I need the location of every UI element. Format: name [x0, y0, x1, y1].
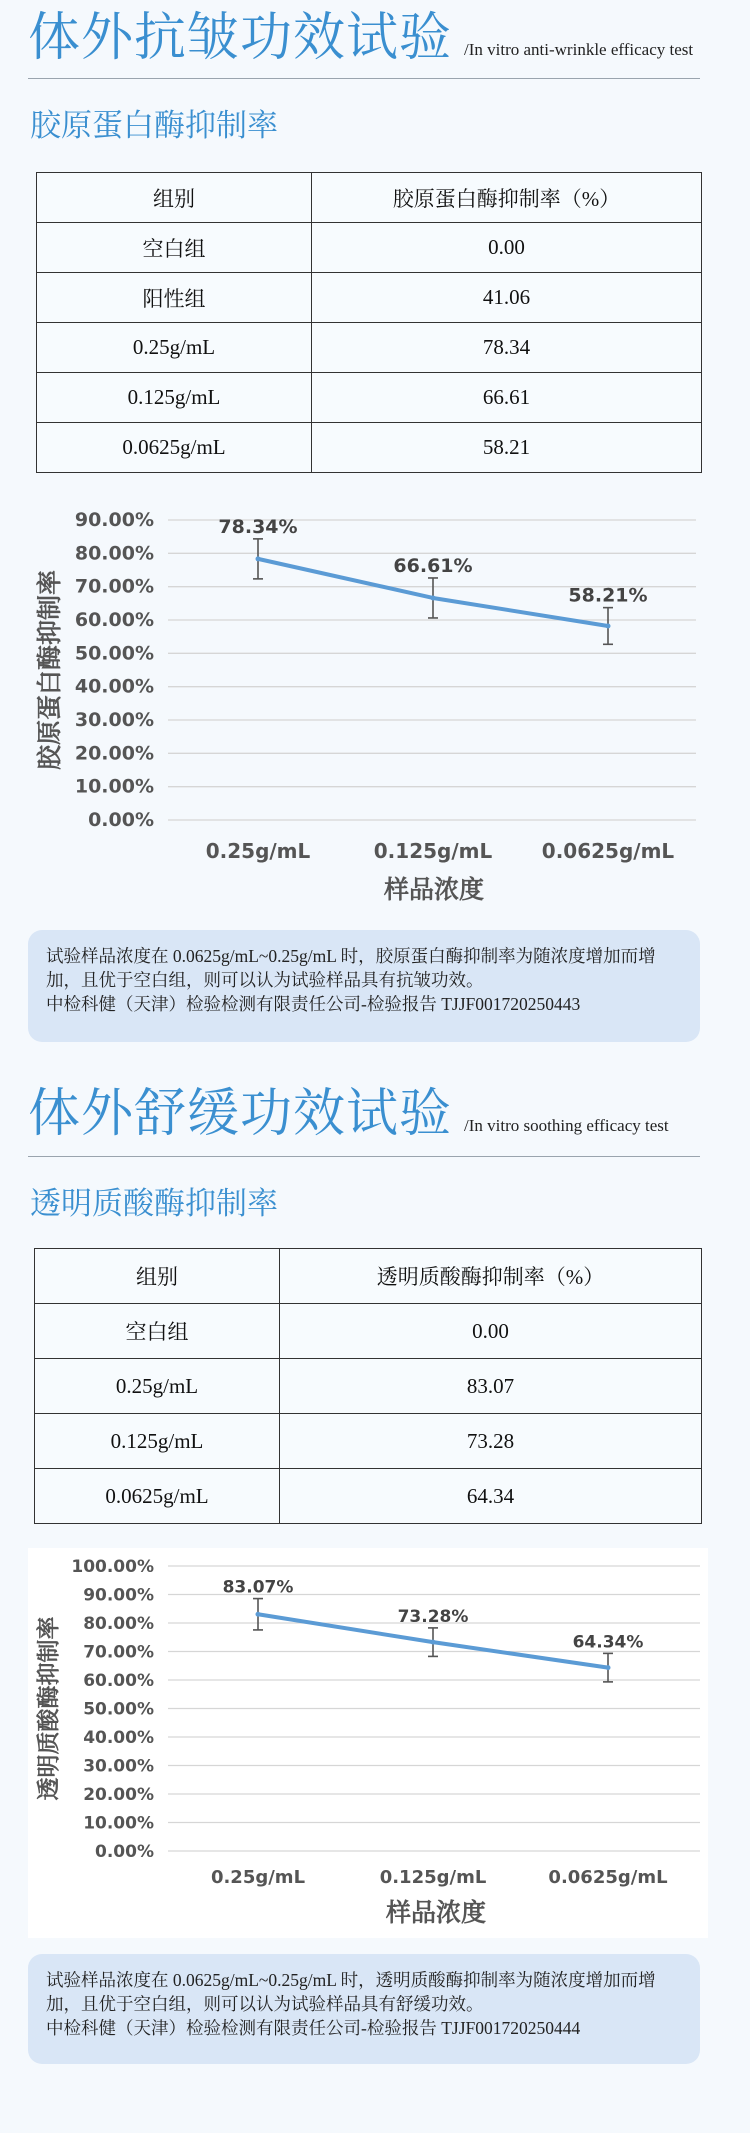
note-conclusion: 试验样品浓度在 0.0625g/mL~0.25g/mL 时，透明质酸酶抑制率为随浓度增加而增加，且优于空白组，则可以认为试验样品具有舒缓功效。 — [46, 1970, 656, 2014]
data-point — [606, 623, 611, 628]
y-axis-title: 透明质酸酶抑制率 — [36, 1616, 62, 1801]
table-cell: 41.06 — [312, 273, 702, 323]
y-tick-label: 70.00% — [74, 575, 154, 598]
table-row — [37, 223, 702, 273]
table-row — [35, 1359, 702, 1414]
y-tick-label: 20.00% — [74, 742, 154, 765]
y-tick-label: 40.00% — [74, 675, 154, 698]
y-tick-label: 60.00% — [74, 609, 154, 631]
table-row — [37, 423, 702, 473]
x-tick-label: 0.0625g/mL — [541, 839, 675, 863]
section2-subtitle-en: /In vitro soothing efficacy test — [464, 1116, 669, 1135]
table-row — [37, 323, 702, 373]
table-header-cell: 组别 — [35, 1249, 280, 1304]
y-tick-label: 80.00% — [74, 542, 154, 565]
table-row — [37, 273, 702, 323]
section2-header — [28, 1082, 700, 1146]
data-point — [606, 1665, 611, 1670]
collagenase-table — [36, 172, 702, 473]
data-label: 58.21% — [568, 584, 648, 607]
x-tick-label: 0.0625g/mL — [548, 1867, 668, 1888]
y-tick-label: 90.00% — [83, 1585, 154, 1606]
data-point — [431, 595, 436, 600]
note-conclusion: 试验样品浓度在 0.0625g/mL~0.25g/mL 时，胶原蛋白酶抑制率为随浓度增加而增加，且优于空白组，则可以认为试验样品具有抗皱功效。 — [46, 946, 656, 990]
table-cell: 83.07 — [280, 1359, 702, 1414]
collagenase-chart — [28, 490, 718, 910]
table-cell: 0.125g/mL — [35, 1414, 280, 1469]
hyaluronidase-chart — [28, 1548, 708, 1938]
y-tick-label: 60.00% — [83, 1671, 154, 1691]
data-label: 83.07% — [222, 1577, 294, 1598]
section1-divider — [28, 78, 700, 79]
section1-title: 体外抗皱功效试验 — [28, 8, 453, 68]
table-row — [35, 1414, 702, 1469]
table-header-cell: 组别 — [37, 173, 312, 223]
x-tick-label: 0.25g/mL — [205, 839, 311, 863]
table-row — [35, 1304, 702, 1359]
section2-divider — [28, 1156, 700, 1157]
section1-note — [28, 930, 700, 1042]
table-cell: 78.34 — [312, 323, 702, 373]
table-row — [37, 373, 702, 423]
section2-note — [28, 1954, 700, 2064]
y-tick-label: 0.00% — [88, 809, 154, 831]
table-header-cell: 胶原蛋白酶抑制率（%） — [312, 173, 702, 223]
table-cell: 空白组 — [35, 1304, 280, 1359]
table-cell: 66.61 — [312, 373, 702, 423]
table-cell: 0.0625g/mL — [35, 1469, 280, 1524]
x-axis-title: 样品浓度 — [385, 1898, 487, 1927]
table-row — [35, 1469, 702, 1524]
data-point — [256, 556, 261, 561]
table-header-cell: 透明质酸酶抑制率（%） — [280, 1249, 702, 1304]
y-tick-label: 50.00% — [83, 1699, 154, 1720]
section2-title: 体外舒缓功效试验 — [28, 1084, 453, 1144]
table-cell: 58.21 — [312, 423, 702, 473]
data-point — [256, 1612, 261, 1617]
data-point — [431, 1640, 436, 1645]
table-header-row — [37, 173, 702, 223]
data-label: 64.34% — [572, 1632, 644, 1653]
y-tick-label: 10.00% — [83, 1813, 154, 1834]
table-cell: 0.00 — [312, 223, 702, 273]
y-tick-label: 90.00% — [74, 509, 154, 531]
data-label: 66.61% — [393, 554, 473, 577]
data-label: 73.28% — [397, 1606, 469, 1627]
table-header-row — [35, 1249, 702, 1304]
table-cell: 64.34 — [280, 1469, 702, 1524]
y-tick-label: 80.00% — [83, 1614, 154, 1634]
x-tick-label: 0.125g/mL — [373, 839, 493, 863]
table-cell: 阳性组 — [37, 273, 312, 323]
table-cell: 0.0625g/mL — [37, 423, 312, 473]
x-axis-title: 样品浓度 — [383, 875, 485, 904]
table-cell: 0.00 — [280, 1304, 702, 1359]
section1-table-title: 胶原蛋白酶抑制率 — [30, 108, 278, 144]
y-tick-label: 100.00% — [71, 1557, 154, 1577]
y-tick-label: 30.00% — [74, 709, 154, 731]
data-label: 78.34% — [218, 515, 298, 538]
note-report: 中检科健（天津）检验检测有限责任公司-检验报告 TJJF001720250444 — [46, 2018, 581, 2038]
y-tick-label: 20.00% — [83, 1785, 154, 1805]
table-cell: 0.125g/mL — [37, 373, 312, 423]
y-tick-label: 70.00% — [83, 1642, 154, 1663]
table-cell: 0.25g/mL — [37, 323, 312, 373]
y-tick-label: 30.00% — [83, 1756, 154, 1777]
section2-table-title: 透明质酸酶抑制率 — [30, 1186, 278, 1222]
table-cell: 73.28 — [280, 1414, 702, 1469]
x-tick-label: 0.125g/mL — [379, 1867, 487, 1888]
table-cell: 0.25g/mL — [35, 1359, 280, 1414]
y-axis-title: 胶原蛋白酶抑制率 — [35, 569, 64, 771]
y-tick-label: 10.00% — [74, 775, 154, 798]
section1-header — [28, 6, 700, 70]
note-report: 中检科健（天津）检验检测有限责任公司-检验报告 TJJF001720250443 — [46, 994, 581, 1014]
section1-subtitle-en: /In vitro anti-wrinkle efficacy test — [464, 40, 694, 59]
x-tick-label: 0.25g/mL — [210, 1867, 306, 1888]
y-tick-label: 50.00% — [74, 642, 154, 665]
table-cell: 空白组 — [37, 223, 312, 273]
y-tick-label: 0.00% — [95, 1842, 154, 1862]
hyaluronidase-table — [34, 1248, 702, 1524]
y-tick-label: 40.00% — [83, 1728, 154, 1748]
